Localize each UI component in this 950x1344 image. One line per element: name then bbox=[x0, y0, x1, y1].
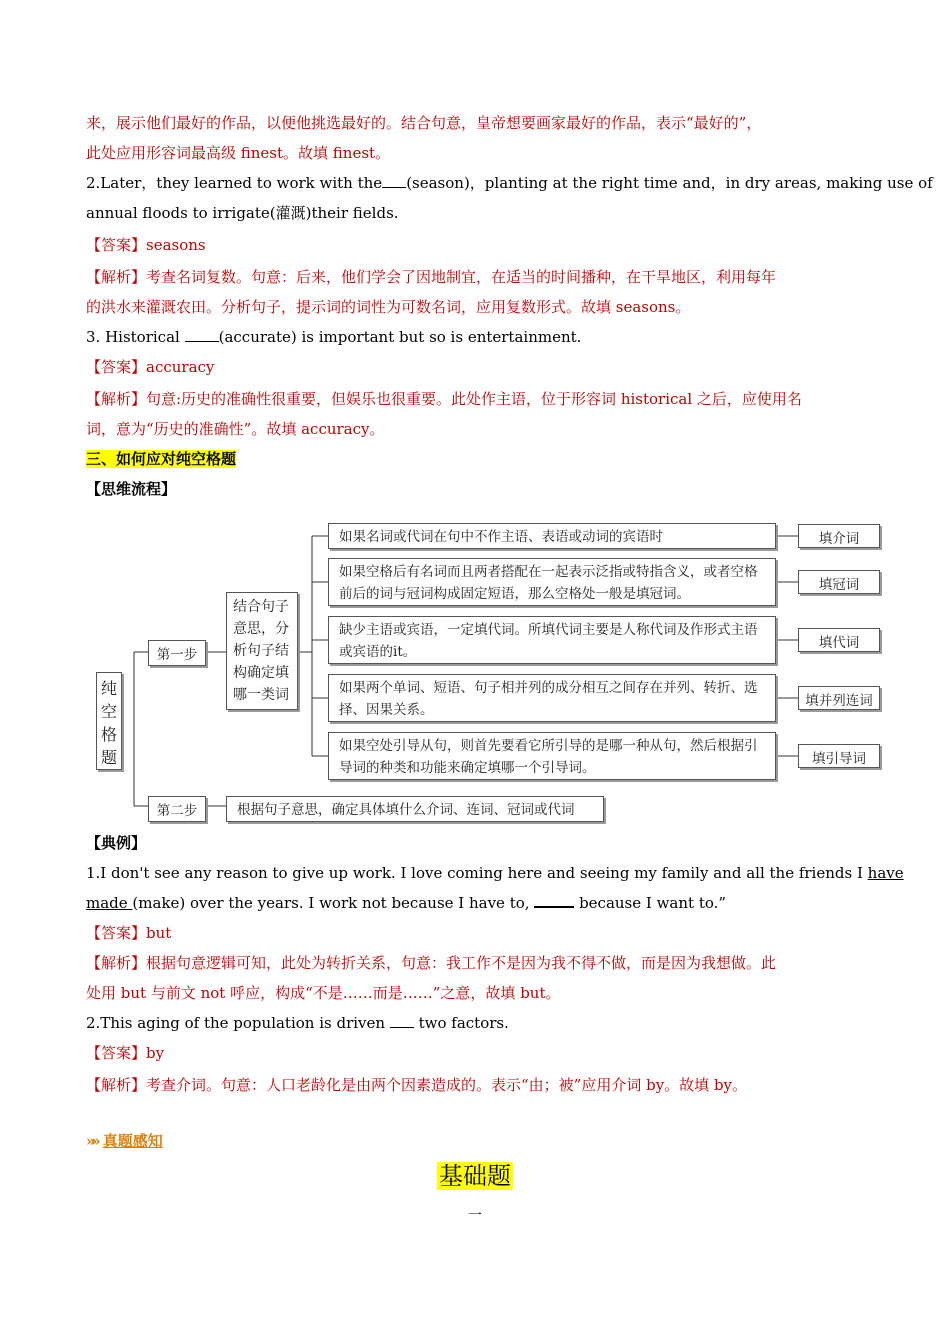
flow-step1-box: 第一步 bbox=[148, 640, 206, 666]
flow-result-3: 填代词 bbox=[798, 628, 880, 652]
question-2: 2.Later，they learned to work with the (season)，planting at the right time and，in dry areas, making use of bbox=[86, 174, 933, 192]
flow-condition-3: 缺少主语或宾语，一定填代词。所填代词主要是人称代词及作形式主语或宾语的it。 bbox=[328, 616, 776, 664]
real-questions-link[interactable]: »» 真题感知 bbox=[86, 1132, 163, 1150]
example-1-cont: made (make) over the years. I work not because I have to, because I want to.” bbox=[86, 894, 727, 912]
section-heading: 三、如何应对纯空格题 bbox=[86, 450, 237, 468]
question-2-cont: annual floods to irrigate(灌溉)their fields. bbox=[86, 204, 399, 222]
flow-result-4: 填并列连词 bbox=[798, 686, 880, 710]
explanation-line: 此处应用形容词最高级 finest。故填 finest。 bbox=[86, 144, 391, 162]
flow-result-2: 填冠词 bbox=[798, 570, 880, 594]
answer-blank bbox=[390, 1027, 414, 1028]
flow-step2-box: 第二步 bbox=[148, 796, 206, 822]
flow-condition-1: 如果名词或代词在句中不作主语、表语或动词的宾语时 bbox=[328, 523, 776, 549]
explanation-line: 词，意为“历史的准确性”。故填 accuracy。 bbox=[86, 420, 385, 438]
flow-root-box: 纯空格题 bbox=[96, 672, 122, 770]
explanation-line: 【解析】考查介词。句意：人口老龄化是由两个因素造成的。表示“由；被”应用介词 by。故填 by。 bbox=[86, 1076, 748, 1094]
double-chevron-icon: »» bbox=[86, 1132, 97, 1150]
explanation-line: 【解析】句意:历史的准确性很重要，但娱乐也很重要。此处作主语，位于形容词 historical 之后，应使用名 bbox=[86, 390, 802, 408]
answer-line: 【答案】accuracy bbox=[86, 358, 215, 376]
answer-blank bbox=[382, 187, 406, 188]
flow-result-5: 填引导词 bbox=[798, 744, 880, 768]
flow-condition-2: 如果空格后有名词而且两者搭配在一起表示泛指或特指含义，或者空格前后的词与冠词构成固定短语，那么空格处一般是填冠词。 bbox=[328, 558, 776, 606]
answer-line: 【答案】by bbox=[86, 1044, 165, 1062]
explanation-line: 的洪水来灌溉农田。分析句子，提示词的词性为可数名词，应用复数形式。故填 seasons。 bbox=[86, 298, 691, 316]
explanation-line: 【解析】考查名词复数。句意：后来，他们学会了因地制宜，在适当的时间播种，在干旱地区，利用每年 bbox=[86, 268, 777, 286]
explanation-line: 处用 but 与前文 not 呼应，构成“不是……而是……”之意，故填 but。 bbox=[86, 984, 561, 1002]
flow-analyze-box: 结合句子意思，分析句子结构确定填哪一类词 bbox=[226, 592, 298, 710]
flow-label: 【思维流程】 bbox=[86, 480, 177, 498]
flow-step2-text: 根据句子意思，确定具体填什么介词、连词、冠词或代词 bbox=[226, 796, 604, 822]
document-body bbox=[86, 108, 933, 504]
thinking-flowchart bbox=[86, 514, 886, 826]
flow-condition-4: 如果两个单词、短语、句子相并列的成分相互之间存在并列、转折、选择、因果关系。 bbox=[328, 674, 776, 722]
examples-label: 【典例】 bbox=[86, 834, 147, 852]
answer-blank bbox=[534, 906, 574, 908]
explanation-line: 【解析】根据句意逻辑可知，此处为转折关系，句意：我工作不是因为我不得不做，而是因为我想做。此 bbox=[86, 954, 777, 972]
example-1: 1.I don't see any reason to give up work. I love coming here and seeing my family and all the friends I have bbox=[86, 864, 904, 882]
answer-blank bbox=[185, 341, 219, 342]
explanation-line: 来，展示他们最好的作品，以便他挑选最好的。结合句意，皇帝想要画家最好的作品，表示“最好的”， bbox=[86, 114, 762, 132]
basic-questions-title: 基础题 bbox=[439, 1162, 511, 1190]
examples-section bbox=[86, 828, 904, 1100]
question-3: 3. Historical (accurate) is important but so is entertainment. bbox=[86, 328, 582, 346]
answer-line: 【答案】seasons bbox=[86, 236, 206, 254]
answer-line: 【答案】but bbox=[86, 924, 172, 942]
page-number: 一 bbox=[468, 1208, 482, 1224]
flow-condition-5: 如果空处引导从句，则首先要看它所引导的是哪一种从句，然后根据引导词的种类和功能来确定填哪一个引导词。 bbox=[328, 732, 776, 780]
example-2: 2.This aging of the population is driven two factors. bbox=[86, 1014, 509, 1032]
flow-result-1: 填介词 bbox=[798, 524, 880, 548]
